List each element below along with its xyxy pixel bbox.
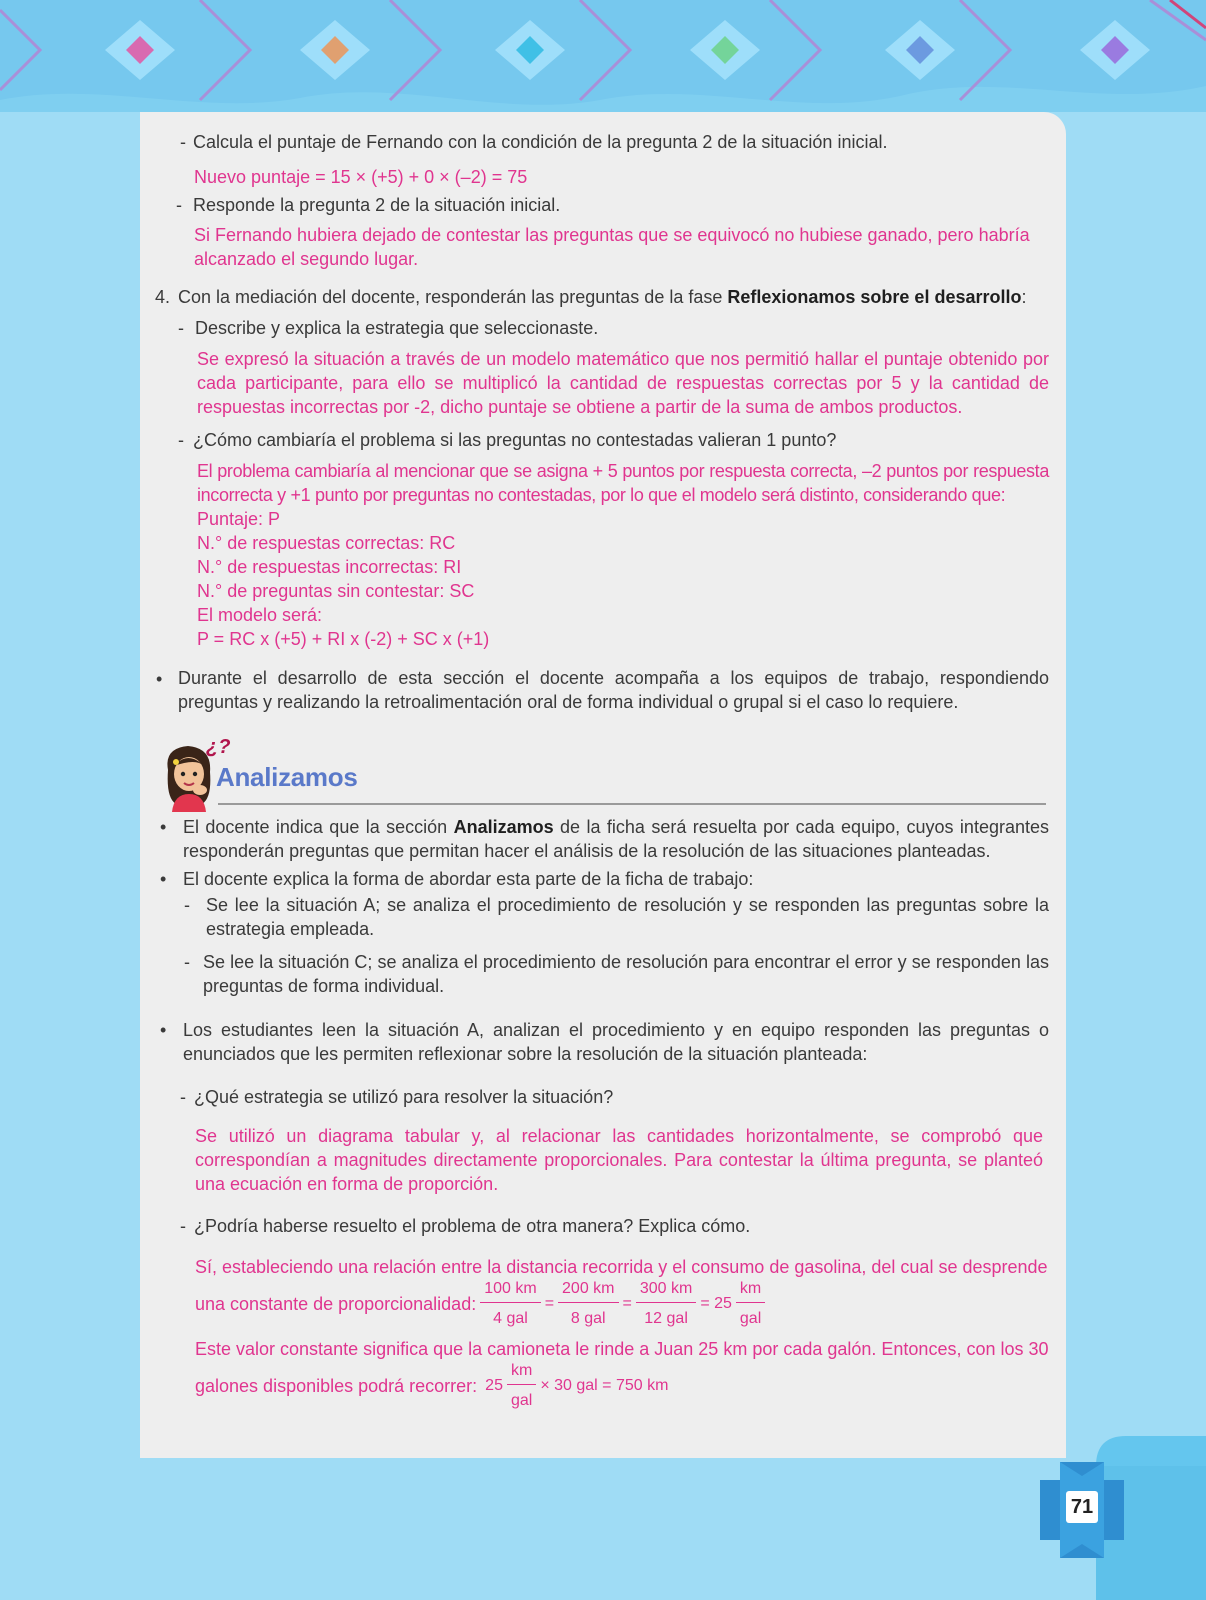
answer-other-way-line1: Sí, estableciendo una relación entre la distancia recorrida y el consumo de gasolina, del cual se desprende: [195, 1257, 1048, 1277]
equals-sign: =: [544, 1295, 555, 1312]
dash-marker: -: [180, 1216, 186, 1236]
dash-marker: -: [178, 318, 184, 338]
bullet-marker: •: [160, 1020, 167, 1040]
result-value: = 25: [700, 1295, 732, 1312]
equals-sign: =: [622, 1295, 632, 1312]
bullet-marker: •: [160, 817, 167, 837]
bullet-students: Los estudiantes leen la situación A, analizan el procedimiento y en equipo responden las preguntas o enunciados que les permiten reflexionar sobre la resolución de la situación planteada:: [183, 1020, 1049, 1064]
answer-new-score: Nuevo puntaje = 15 × (+5) + 0 × (–2) = 75: [194, 167, 528, 187]
bullet-marker: •: [160, 869, 167, 889]
distance-calculation: [195, 1360, 668, 1412]
bullet-approach: El docente explica la forma de abordar esta parte de la ficha de trabajo:: [183, 869, 754, 889]
answer-strategy: Se expresó la situación a través de un modelo matemático que nos permitió hallar el puntaje obtenido por cada participante, para ello se multiplicó la cantidad de respuestas correctas por 5 y la cantidad de respuestas incorrectas por -2, dicho puntaje se obtiene a partir de la suma de ambos productos.: [197, 349, 1049, 417]
fraction-km-gal: $\frac{km}{\text{gal}}$: [507, 1361, 536, 1411]
fraction-km-gal: $\frac{km}{\text{gal}}$: [736, 1279, 765, 1329]
fraction-200: $\frac{200 km}{\text{8 gal}}$: [558, 1279, 618, 1329]
calc-value: 25: [485, 1377, 503, 1394]
fraction-300: $\frac{300 km}{\text{12 gal}}$: [636, 1279, 696, 1329]
dash-marker: -: [178, 430, 184, 450]
bullet-development: Durante el desarrollo de esta sección el docente acompaña a los equipos de trabajo, respondiendo preguntas y realizando la retroalimentación oral de forma individual o grupal si el caso lo requiere.: [178, 668, 1049, 712]
answer-change: El problema cambiaría al mencionar que se asigna + 5 puntos por respuesta correcta, –2 puntos por respuesta incorrecta y +1 punto por preguntas no contestadas, por lo que el modelo será distinto, considerando que:: [197, 461, 1049, 505]
section-divider: [218, 803, 1046, 805]
question-strategy-used: ¿Qué estrategia se utilizó para resolver la situación?: [194, 1087, 614, 1107]
answer-strategy-used: Se utilizó un diagrama tabular y, al relacionar las cantidades horizontalmente, se comprobó que correspondían a magnitudes directamente proporcionales. Para contestar la última pregunta, se planteó una ecuación en forma de proporción.: [195, 1126, 1043, 1194]
answer-line: El modelo será:: [197, 605, 323, 625]
fraction-100: $\frac{100 km}{\text{4 gal}}$: [480, 1279, 540, 1329]
answer-line: Puntaje: P: [197, 509, 281, 529]
bullet-analizamos-intro: El docente indica que la sección Analizamos de la ficha será resuelta por cada equipo, cuyos integrantes responderán preguntas que permitan hacer el análisis de la resolución de las situaciones planteadas.: [183, 817, 1049, 861]
answer-line: N.° de respuestas correctas: RC: [197, 533, 456, 553]
instruction-answer-q2: Responde la pregunta 2 de la situación inicial.: [193, 195, 561, 215]
bullet-marker: •: [156, 669, 163, 689]
instruction-calculate: Calcula el puntaje de Fernando con la condición de la pregunta 2 de la situación inicial.: [193, 132, 888, 152]
question-strategy: Describe y explica la estrategia que seleccionaste.: [195, 318, 599, 338]
step-situation-a: Se lee la situación A; se analiza el procedimiento de resolución y se responden las preguntas sobre la estrategia empleada.: [206, 895, 1049, 939]
answer-line: N.° de respuestas incorrectas: RI: [197, 557, 462, 577]
answer-other-way-line2: una constante de proporcionalidad:: [195, 1294, 477, 1314]
answer-q2-line1: Si Fernando hubiera dejado de contestar las preguntas que se equivocó no hubiese ganado, pero habría: [194, 225, 1030, 245]
item-number: 4.: [155, 287, 171, 307]
question-change: ¿Cómo cambiaría el problema si las preguntas no contestadas valieran 1 punto?: [193, 430, 837, 450]
section-title: Analizamos: [216, 762, 358, 792]
step-situation-c: Se lee la situación C; se analiza el procedimiento de resolución para encontrar el error y se responden las preguntas de forma individual.: [203, 952, 1049, 996]
dash-marker: -: [180, 132, 186, 152]
answer-line: N.° de preguntas sin contestar: SC: [197, 581, 475, 601]
question-mark-icon: ¿?: [206, 736, 231, 758]
answer-other-way-line4: galones disponibles podrá recorrer:: [195, 1376, 478, 1396]
answer-other-way-line3: Este valor constante significa que la camioneta le rinde a Juan 25 km por cada galón. Entonces, con los 30: [195, 1339, 1049, 1359]
proportionality-equation: [195, 1278, 769, 1330]
dash-marker: -: [184, 952, 190, 972]
answer-q2-line2: alcanzado el segundo lugar.: [194, 249, 419, 269]
dash-marker: -: [180, 1087, 186, 1107]
answer-model: P = RC x (+5) + RI x (-2) + SC x (+1): [197, 629, 490, 649]
dash-marker: -: [176, 195, 182, 215]
page-number: 71: [1066, 1491, 1098, 1523]
decorative-header-pattern: [0, 0, 1206, 112]
calc-result: × 30 gal = 750 km: [540, 1377, 669, 1394]
item4-statement: Con la mediación del docente, responderán las preguntas de la fase Reflexionamos sobre el desarrollo:: [178, 287, 1027, 307]
dash-marker: -: [184, 895, 190, 915]
question-other-way: ¿Podría haberse resuelto el problema de otra manera? Explica cómo.: [194, 1216, 751, 1236]
